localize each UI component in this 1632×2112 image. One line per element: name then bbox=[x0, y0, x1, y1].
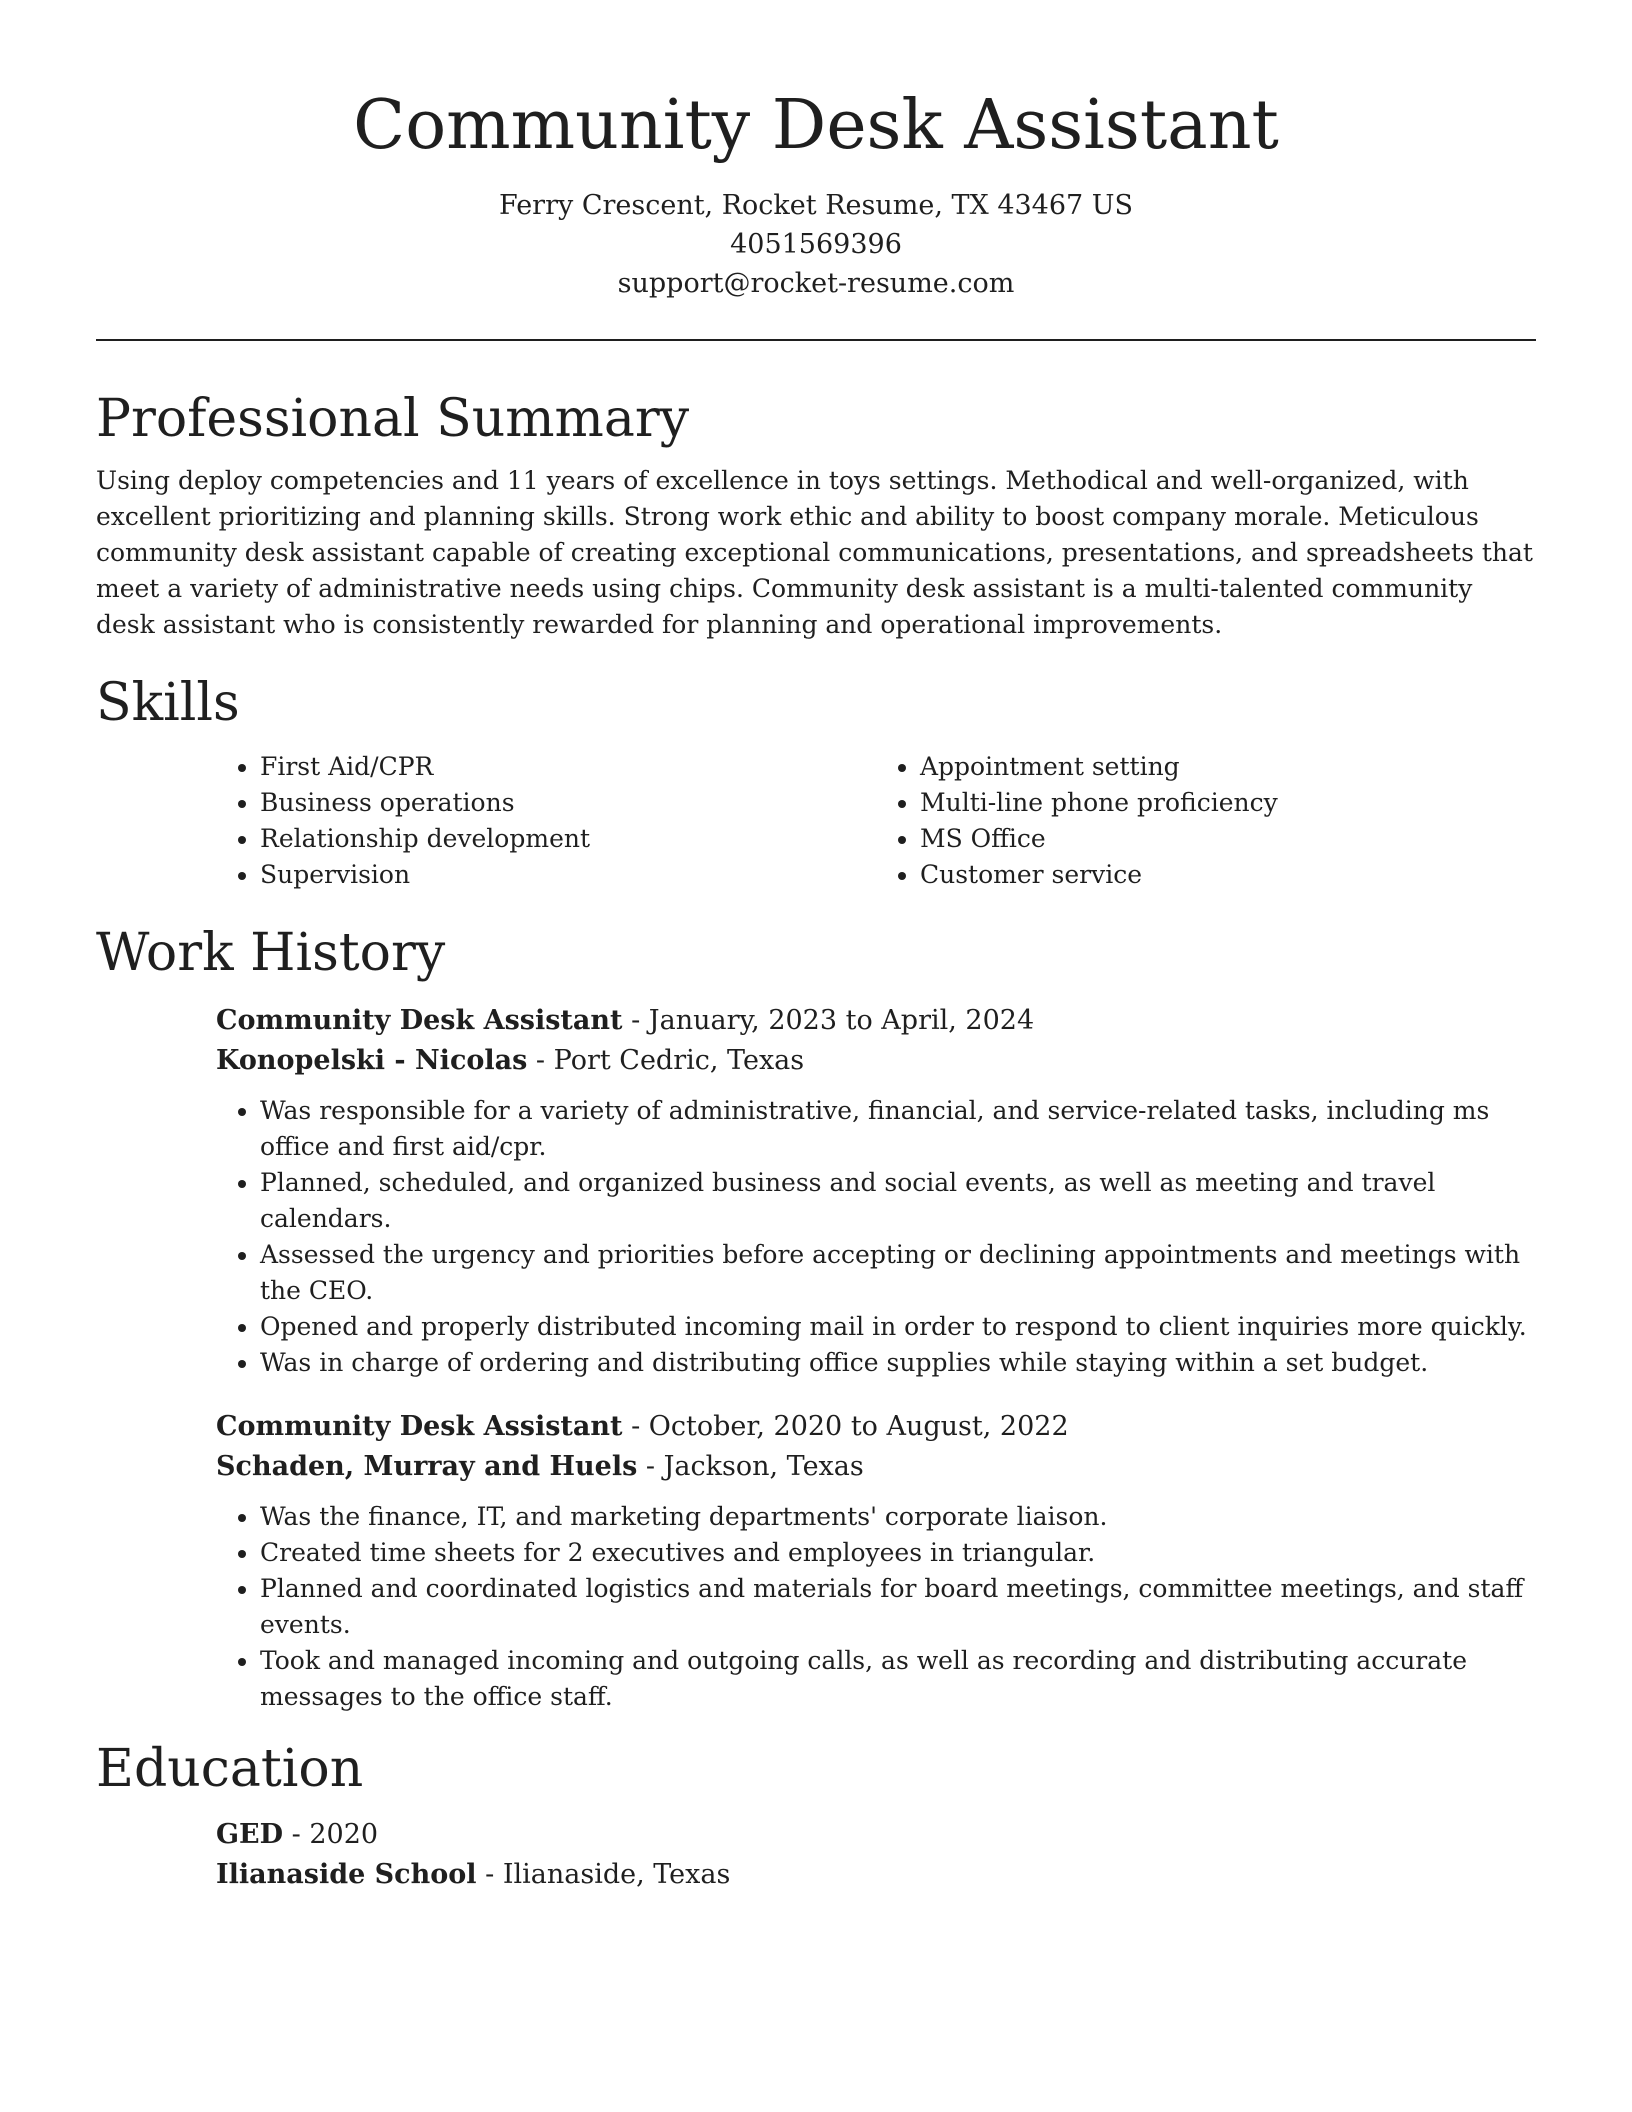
education-degree-line bbox=[216, 1815, 1536, 1855]
skill-item: • Supervision bbox=[260, 857, 876, 893]
job-duty: • Was responsible for a variety of administrative, financial, and service-related tasks, including ms office and first aid/cpr. bbox=[260, 1093, 1536, 1165]
job-entry bbox=[216, 1001, 1536, 1381]
skill-item: • Multi-line phone proficiency bbox=[920, 785, 1536, 821]
job-company: Schaden, Murray and Huels bbox=[216, 1451, 638, 1482]
education-year: - 2020 bbox=[283, 1819, 379, 1850]
job-location: - Port Cedric, Texas bbox=[527, 1045, 805, 1076]
education-section bbox=[96, 1733, 1536, 1895]
job-entry bbox=[216, 1407, 1536, 1715]
education-location: - Ilianaside, Texas bbox=[476, 1859, 731, 1890]
job-duties bbox=[216, 1093, 1536, 1381]
job-duty: • Planned, scheduled, and organized business and social events, as well as meeting and travel calendars. bbox=[260, 1165, 1536, 1237]
skills-title: Skills bbox=[96, 673, 240, 733]
job-company: Konopelski - Nicolas bbox=[216, 1045, 528, 1076]
job-company-line bbox=[216, 1041, 1536, 1081]
job-title-line bbox=[216, 1407, 1536, 1447]
skills-list bbox=[216, 749, 1536, 893]
skills-column-right bbox=[876, 749, 1536, 893]
job-duties bbox=[216, 1499, 1536, 1715]
job-duty: • Was in charge of ordering and distributing office supplies while staying within a set budget. bbox=[260, 1345, 1536, 1381]
education-school-line bbox=[216, 1855, 1536, 1895]
work-history-title: Work History bbox=[96, 923, 446, 983]
education-school: Ilianaside School bbox=[216, 1859, 477, 1890]
education-entry bbox=[216, 1815, 1536, 1895]
job-location: - Jackson, Texas bbox=[637, 1451, 864, 1482]
skill-item: • Appointment setting bbox=[920, 749, 1536, 785]
work-history-section bbox=[96, 917, 1536, 1715]
job-company-line bbox=[216, 1447, 1536, 1487]
education-degree: GED bbox=[216, 1819, 284, 1850]
skill-item: • MS Office bbox=[920, 821, 1536, 857]
skill-item: • Relationship development bbox=[260, 821, 876, 857]
job-dates: - October, 2020 to August, 2022 bbox=[622, 1411, 1069, 1442]
job-duty: • Created time sheets for 2 executives and employees in triangular. bbox=[260, 1535, 1536, 1571]
job-role: Community Desk Assistant bbox=[216, 1411, 623, 1442]
job-duty: • Opened and properly distributed incoming mail in order to respond to client inquiries more quickly. bbox=[260, 1309, 1536, 1345]
skills-section bbox=[96, 667, 1536, 893]
education-title: Education bbox=[96, 1739, 364, 1799]
skill-item: • Business operations bbox=[260, 785, 876, 821]
job-title-line bbox=[216, 1001, 1536, 1041]
summary-text: Using deploy competencies and 11 years of excellence in toys settings. Methodical and well-organized, with excellent prioritizing and planning skills. Strong work ethic and ability to boost company morale. Meticulous community desk assistant capable of creating exceptional communications, presentations, and spreadsheets that meet a variety of administrative needs using chips. Community desk assistant is a multi-talented community desk assistant who is consistently rewarded for planning and operational improvements. bbox=[96, 466, 1533, 639]
job-dates: - January, 2023 to April, 2024 bbox=[622, 1005, 1035, 1036]
job-role: Community Desk Assistant bbox=[216, 1005, 623, 1036]
skills-column-left bbox=[216, 749, 876, 893]
summary-title: Professional Summary bbox=[96, 389, 690, 449]
contact-address: Ferry Crescent, Rocket Resume, TX 43467 US bbox=[498, 190, 1134, 221]
contact-info bbox=[96, 186, 1536, 303]
skill-item: • First Aid/CPR bbox=[260, 749, 876, 785]
job-duty: • Took and managed incoming and outgoing calls, as well as recording and distributing accurate messages to the office staff. bbox=[260, 1643, 1536, 1715]
candidate-name: Community Desk Assistant bbox=[353, 86, 1279, 165]
job-duty: • Assessed the urgency and priorities before accepting or declining appointments and meetings with the CEO. bbox=[260, 1237, 1536, 1309]
resume-header bbox=[96, 80, 1536, 303]
contact-phone: 4051569396 bbox=[730, 229, 902, 260]
header-divider bbox=[96, 339, 1536, 341]
job-duty: • Planned and coordinated logistics and materials for board meetings, committee meetings, and staff events. bbox=[260, 1571, 1536, 1643]
skill-item: • Customer service bbox=[920, 857, 1536, 893]
summary-section bbox=[96, 383, 1536, 643]
job-duty: • Was the finance, IT, and marketing departments' corporate liaison. bbox=[260, 1499, 1536, 1535]
contact-email: support@rocket-resume.com bbox=[617, 268, 1015, 299]
